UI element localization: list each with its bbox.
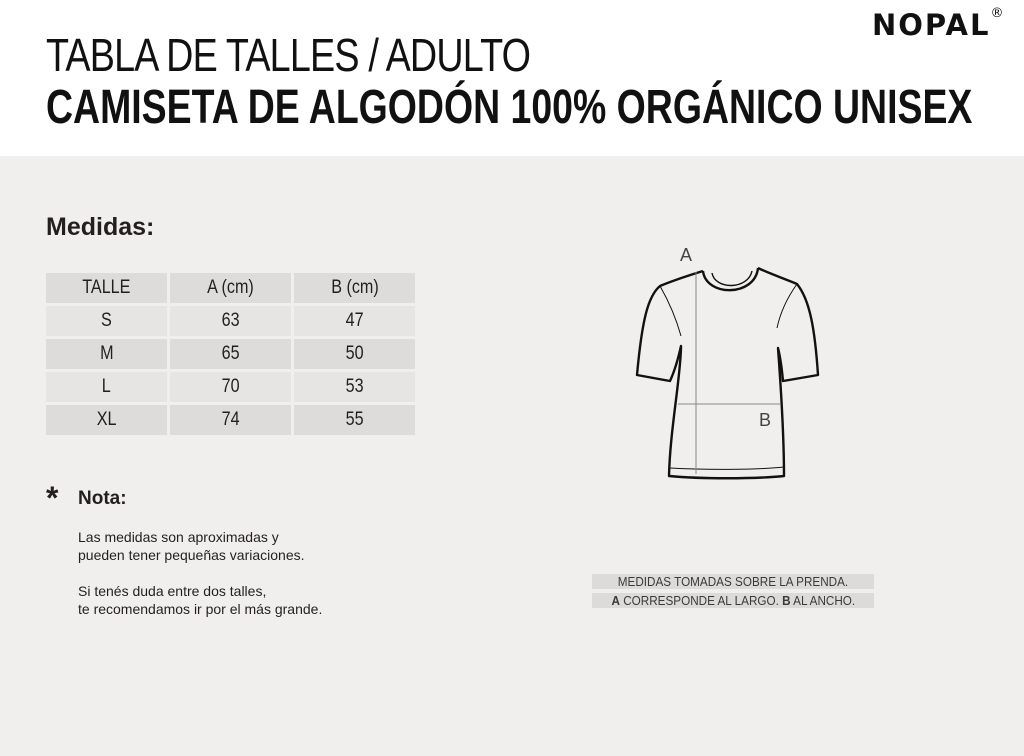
table-header-row (46, 273, 415, 305)
size-cell: XL (46, 404, 169, 437)
size-cell: M (46, 338, 169, 371)
width-cell: 50 (293, 338, 416, 371)
asterisk-icon: * (46, 480, 59, 516)
collar-inner (712, 271, 752, 286)
caption-line: MEDIDAS TOMADAS SOBRE LA PRENDA. (592, 574, 874, 589)
width-cell: 53 (293, 371, 416, 404)
length-cell: 70 (169, 371, 293, 404)
size-cell: S (46, 305, 169, 338)
caption-line: A CORRESPONDE AL LARGO. B AL ANCHO. (592, 593, 874, 608)
size-table (46, 273, 415, 438)
width-cell: 55 (293, 404, 416, 437)
logo-text: NOPAL (872, 8, 991, 42)
width-cell: 47 (293, 305, 416, 338)
length-cell: 74 (169, 404, 293, 437)
table-row (46, 338, 415, 371)
registered-mark: ® (990, 6, 1004, 21)
length-cell: 63 (169, 305, 293, 338)
tshirt-diagram (620, 236, 840, 496)
size-cell: L (46, 371, 169, 404)
content-area (0, 156, 1024, 756)
column-header: B (cm) (293, 273, 416, 305)
page-title: TABLA DE TALLES / ADULTO (46, 29, 531, 81)
hem-line (670, 467, 784, 469)
note-line: Las medidas son aproximadas y (78, 529, 279, 545)
brand-logo (872, 8, 1003, 42)
header (0, 0, 1024, 156)
left-sleeve-seam (660, 286, 681, 336)
collar-outer (703, 268, 758, 290)
table-row (46, 404, 415, 437)
note-line: Si tenés duda entre dos talles, (78, 583, 267, 599)
page-subtitle: CAMISETA DE ALGODÓN 100% ORGÁNICO UNISEX (46, 81, 973, 134)
note-heading: Nota: (78, 488, 127, 509)
note-line: pueden tener pequeñas variaciones. (78, 547, 305, 563)
measures-heading: Medidas: (46, 213, 155, 241)
note-line: te recomendamos ir por el más grande. (78, 601, 323, 617)
column-header: A (cm) (169, 273, 293, 305)
tshirt-outline (637, 268, 818, 478)
right-sleeve-seam (777, 284, 797, 328)
column-header: TALLE (46, 273, 169, 305)
label-b: B (759, 410, 772, 430)
label-a: A (680, 245, 693, 265)
table-row (46, 371, 415, 404)
length-cell: 65 (169, 338, 293, 371)
table-row (46, 305, 415, 338)
